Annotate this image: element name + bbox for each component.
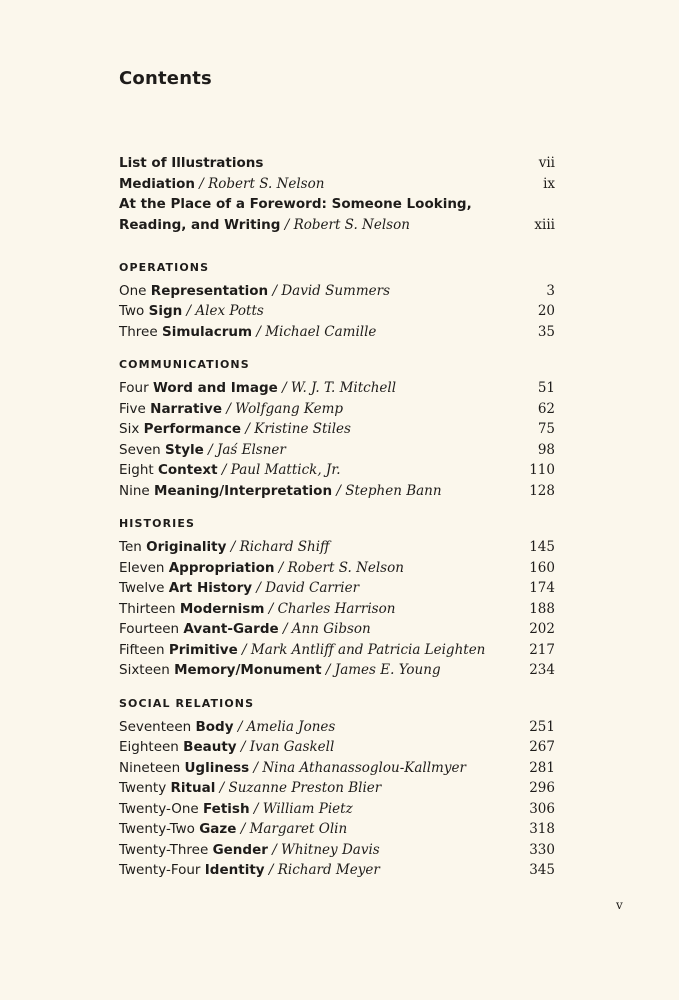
entry-page: 330 bbox=[529, 842, 555, 858]
entry-author: Michael Camille bbox=[265, 324, 377, 340]
entry-page: 188 bbox=[529, 601, 555, 617]
section-heading: HISTORIES bbox=[119, 517, 195, 530]
entry-author: Richard Shiff bbox=[239, 539, 330, 555]
entry-number: Five bbox=[119, 401, 146, 417]
separator: / bbox=[256, 324, 261, 340]
entry-topic: Representation bbox=[150, 283, 269, 299]
toc-entry bbox=[119, 578, 555, 598]
toc-entry bbox=[119, 281, 555, 301]
entry-author: Nina Athanassoglou-Kallmyer bbox=[262, 760, 466, 776]
entry-page: 3 bbox=[546, 283, 555, 299]
separator: / bbox=[282, 380, 287, 396]
entry-page: xiii bbox=[534, 217, 555, 233]
entry-number: Twenty-Two bbox=[119, 821, 195, 837]
separator: / bbox=[253, 801, 259, 817]
separator: / bbox=[226, 401, 231, 417]
entry-topic: Memory/Monument bbox=[174, 662, 322, 678]
entry-author: Mark Antliff and Patricia Leighten bbox=[250, 642, 486, 658]
toc-entry bbox=[119, 460, 555, 480]
entry-page: 296 bbox=[529, 780, 555, 796]
entry-topic: Narrative bbox=[150, 401, 223, 417]
entry-number: Sixteen bbox=[119, 662, 170, 678]
entry-page: 251 bbox=[529, 719, 555, 735]
toc-entry bbox=[119, 558, 555, 578]
entry-number: Twenty-One bbox=[119, 801, 199, 817]
toc-entry bbox=[119, 619, 555, 639]
entry-author: Suzanne Preston Blier bbox=[228, 780, 382, 796]
entry-page: vii bbox=[538, 155, 555, 171]
separator: / bbox=[272, 842, 277, 858]
entry-number: Four bbox=[119, 380, 149, 396]
entry-topic: Gender bbox=[212, 842, 268, 858]
toc-entry bbox=[119, 840, 555, 860]
toc-entry bbox=[119, 819, 555, 839]
separator: / bbox=[336, 483, 341, 499]
page-number: v bbox=[616, 898, 623, 912]
toc-entry bbox=[119, 399, 555, 419]
entry-number: Nineteen bbox=[119, 760, 181, 776]
entry-number: Twenty-Four bbox=[119, 862, 201, 878]
toc-entry bbox=[119, 174, 555, 194]
separator: / bbox=[219, 780, 225, 796]
entry-topic: Modernism bbox=[179, 601, 265, 617]
entry-author: Wolfgang Kemp bbox=[235, 401, 344, 417]
entry-number: Twenty-Three bbox=[119, 842, 209, 858]
separator: / bbox=[230, 539, 236, 555]
separator: / bbox=[272, 283, 278, 299]
entry-page: 98 bbox=[537, 442, 555, 458]
entry-number: One bbox=[119, 283, 147, 299]
entry-topic: Originality bbox=[146, 539, 227, 555]
entry-page: 110 bbox=[529, 462, 555, 478]
toc-entry bbox=[119, 215, 555, 235]
entry-topic: Sign bbox=[148, 303, 183, 319]
entry-page: 345 bbox=[529, 862, 555, 878]
entry-number: Thirteen bbox=[119, 601, 176, 617]
entry-topic: Ritual bbox=[170, 780, 216, 796]
separator: / bbox=[278, 560, 284, 576]
separator: / bbox=[325, 662, 331, 678]
entry-number: Seven bbox=[119, 442, 161, 458]
separator: / bbox=[208, 442, 213, 458]
entry-author: Jaś Elsner bbox=[216, 442, 286, 458]
separator: / bbox=[221, 462, 227, 478]
toc-entry bbox=[119, 537, 555, 557]
toc-entry bbox=[119, 481, 555, 501]
entry-topic: Reading, and Writing bbox=[119, 217, 281, 233]
toc-entry bbox=[119, 758, 555, 778]
entry-page: 267 bbox=[529, 739, 555, 755]
toc-entry bbox=[119, 660, 555, 680]
separator: / bbox=[268, 601, 274, 617]
entry-topic: Gaze bbox=[199, 821, 237, 837]
entry-topic: Performance bbox=[143, 421, 242, 437]
section-heading: OPERATIONS bbox=[119, 261, 210, 274]
entry-topic: Word and Image bbox=[152, 380, 278, 396]
entry-page: 281 bbox=[529, 760, 555, 776]
entry-topic: Primitive bbox=[168, 642, 238, 658]
separator: / bbox=[253, 760, 259, 776]
entry-topic: Fetish bbox=[203, 801, 250, 817]
entry-topic: Identity bbox=[204, 862, 265, 878]
entry-author: Stephen Bann bbox=[345, 483, 442, 499]
entry-topic: Appropriation bbox=[168, 560, 275, 576]
entry-author: Margaret Olin bbox=[249, 821, 348, 837]
entry-number: Seventeen bbox=[119, 719, 192, 735]
separator: / bbox=[284, 217, 290, 233]
entry-topic: Art History bbox=[168, 580, 253, 596]
entry-author: Robert S. Nelson bbox=[287, 560, 404, 576]
entry-page: 234 bbox=[529, 662, 555, 678]
entry-page: 217 bbox=[529, 642, 555, 658]
entry-page: 20 bbox=[537, 303, 555, 319]
toc-entry bbox=[119, 717, 555, 737]
entry-page: 160 bbox=[529, 560, 555, 576]
entry-number: Twelve bbox=[119, 580, 165, 596]
entry-number: Nine bbox=[119, 483, 150, 499]
toc-entry bbox=[119, 440, 555, 460]
entry-topic: Body bbox=[195, 719, 234, 735]
separator: / bbox=[268, 862, 274, 878]
toc-entry bbox=[119, 860, 555, 880]
entry-page: 202 bbox=[529, 621, 555, 637]
entry-topic: List of Illustrations bbox=[119, 155, 264, 171]
entry-author: William Pietz bbox=[262, 801, 353, 817]
entry-page: 75 bbox=[537, 421, 555, 437]
entry-author: Whitney Davis bbox=[281, 842, 380, 858]
toc-entry bbox=[119, 799, 555, 819]
entry-number: Eleven bbox=[119, 560, 165, 576]
entry-author: James E. Young bbox=[334, 662, 441, 678]
section-heading: SOCIAL RELATIONS bbox=[119, 697, 255, 710]
entry-author: David Carrier bbox=[265, 580, 360, 596]
entry-author: Paul Mattick, Jr. bbox=[230, 462, 341, 478]
entry-author: Richard Meyer bbox=[277, 862, 380, 878]
separator: / bbox=[245, 421, 250, 437]
separator: / bbox=[199, 176, 204, 192]
entry-number: Twenty bbox=[119, 780, 167, 796]
toc-entry bbox=[119, 737, 555, 757]
entry-page: 35 bbox=[537, 324, 555, 340]
entry-page: ix bbox=[543, 176, 555, 192]
entry-topic: Beauty bbox=[183, 739, 237, 755]
entry-number: Eight bbox=[119, 462, 154, 478]
separator: / bbox=[237, 719, 243, 735]
entry-page: 174 bbox=[529, 580, 555, 596]
entry-topic: Context bbox=[158, 462, 218, 478]
separator: / bbox=[240, 821, 246, 837]
entry-number: Two bbox=[119, 303, 145, 319]
entry-number: Eighteen bbox=[119, 739, 179, 755]
entry-page: 62 bbox=[537, 401, 555, 417]
entry-topic: Simulacrum bbox=[161, 324, 253, 340]
entry-number: Fourteen bbox=[119, 621, 180, 637]
toc-entry bbox=[119, 153, 555, 173]
toc-entry bbox=[119, 599, 555, 619]
entry-author: Alex Potts bbox=[195, 303, 264, 319]
toc-entry bbox=[119, 322, 555, 342]
separator: / bbox=[240, 739, 246, 755]
toc-entry bbox=[119, 640, 555, 660]
toc-entry bbox=[119, 301, 555, 321]
entry-author: Amelia Jones bbox=[246, 719, 336, 735]
entry-page: 306 bbox=[529, 801, 555, 817]
entry-author: Robert S. Nelson bbox=[208, 176, 325, 192]
entry-author: Kristine Stiles bbox=[254, 421, 351, 437]
entry-topic: Mediation bbox=[119, 176, 195, 192]
entry-number: Ten bbox=[119, 539, 142, 555]
entry-author: Ann Gibson bbox=[291, 621, 371, 637]
entry-author: Robert S. Nelson bbox=[293, 217, 410, 233]
entry-number: Three bbox=[119, 324, 158, 340]
entry-topic: Style bbox=[165, 442, 204, 458]
entry-page: 318 bbox=[529, 821, 555, 837]
toc-entry bbox=[119, 194, 555, 214]
toc-entry bbox=[119, 419, 555, 439]
separator: / bbox=[256, 580, 261, 596]
entry-page: 51 bbox=[537, 380, 555, 396]
separator: / bbox=[242, 642, 247, 658]
entry-author: W. J. T. Mitchell bbox=[290, 380, 397, 396]
entry-author: David Summers bbox=[281, 283, 390, 299]
entry-page: 128 bbox=[529, 483, 555, 499]
entry-topic: Meaning/Interpretation bbox=[154, 483, 333, 499]
toc-entry bbox=[119, 378, 555, 398]
separator: / bbox=[282, 621, 288, 637]
page-title: Contents bbox=[119, 68, 212, 89]
entry-topic: Ugliness bbox=[184, 760, 250, 776]
entry-page: 145 bbox=[529, 539, 555, 555]
entry-author: Charles Harrison bbox=[277, 601, 396, 617]
separator: / bbox=[186, 303, 192, 319]
entry-number: Six bbox=[119, 421, 140, 437]
section-heading: COMMUNICATIONS bbox=[119, 358, 250, 371]
entry-topic: Avant-Garde bbox=[183, 621, 279, 637]
toc-entry bbox=[119, 778, 555, 798]
entry-topic: At the Place of a Foreword: Someone Looking, bbox=[119, 196, 472, 212]
entry-number: Fifteen bbox=[119, 642, 165, 658]
entry-author: Ivan Gaskell bbox=[249, 739, 335, 755]
